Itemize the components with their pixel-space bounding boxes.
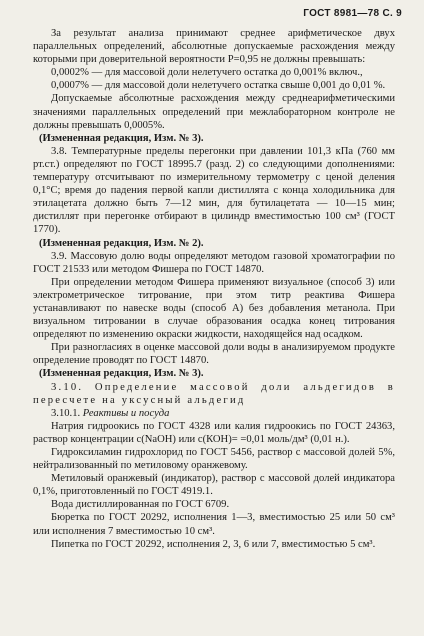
reagent-distilled-water: Вода дистиллированная по ГОСТ 6709. xyxy=(51,499,230,511)
paragraph-tolerance-2: 0,0007% — для массовой доли нелетучего остатка свыше 0,001 до 0,01 %. xyxy=(51,80,386,92)
section-3-9-water: 3.9. Массовую долю воды определяют методом газовой хроматографии по ГОСТ 21533 или методом Фишера по ГОСТ 14870. xyxy=(33,250,395,275)
document-body xyxy=(33,27,395,551)
reagents-title: Реактивы и посуда xyxy=(82,407,170,419)
section-3-10-1-reagents xyxy=(33,407,395,420)
paragraph-result-mean: За результат анализа принимают среднее арифметическое двух параллельных определений, абсолютные допускаемые расхождения между которыми при доверительной вероятности Р=0,95 не должны превышать: xyxy=(33,28,395,66)
paragraph-fischer-method: При определении методом Фишера применяют визуальное (способ 3) или электрометрическое титрование, при этом титр реактива Фишера устанавливают по навеске воды (способ А) без добавления метанола. При визуальном титровании в случае образования осадка конец титрования определяют по изменению окраски жидкости, находящейся над осадком. xyxy=(33,276,395,341)
section-number: 3.10.1. xyxy=(51,407,83,419)
paragraph-tolerance-1: 0,0002% — для массовой доли нелетучего остатка до 0,001% включ., xyxy=(51,67,363,79)
reagent-methyl-orange: Метиловый оранжевый (индикатор), раствор с массовой долей индикатора 0,1%, приготовленный по ГОСТ 4919.1. xyxy=(33,473,395,498)
equipment-pipette: Пипетка по ГОСТ 20292, исполнения 2, 3, 6 или 7, вместимостью 5 см³. xyxy=(51,538,376,550)
amendment-note-2: (Измененная редакция, Изм. № 2). xyxy=(39,237,204,249)
section-3-8-distillation: 3.8. Температурные пределы перегонки при давлении 101,3 кПа (760 мм рт.ст.) определяют по ГОСТ 18995.7 (разд. 2) со следующими дополнениями: температуру отсчитывают по измерительному термометру с ценой деления 0,1°С; время до падения первой капли дистиллята с конца холодильника для этилацетата должно быть 7—12 мин, для бутилацетата — 10—15 мин; дистиллят при перегонке отбирают в цилиндр вместимостью 100 см³ (ГОСТ 1770). xyxy=(33,145,395,236)
paragraph-interlab: Допускаемые абсолютные расхождения между среднеарифметическими значениями параллельных определений при межлабораторном контроле не должны превышать 0,0005%. xyxy=(33,93,395,131)
equipment-burette: Бюретка по ГОСТ 20292, исполнения 1—3, вместимостью 25 или 50 см³ или исполнения 7 вместимостью 10 см³. xyxy=(33,512,395,537)
reagent-sodium-hydroxide: Натрия гидроокись по ГОСТ 4328 или калия гидроокись по ГОСТ 24363, раствор концентрации с(NaOH) или с(КОН)= =0,01 моль/дм³ (0,01 н.). xyxy=(33,420,395,445)
page-header: ГОСТ 8981—78 С. 9 xyxy=(303,8,402,19)
paragraph-disagreement: При разногласиях в оценке массовой доли воды в анализируемом продукте определение проводят по ГОСТ 14870. xyxy=(33,342,395,367)
amendment-note-3a: (Измененная редакция, Изм. № 3). xyxy=(39,132,204,144)
amendment-note-3b: (Измененная редакция, Изм. № 3). xyxy=(39,368,204,380)
section-3-10-heading: 3.10. Определение массовой доли альдегидов в пересчете на уксусный альдегид xyxy=(33,381,395,406)
reagent-hydroxylamine: Гидроксиламин гидрохлорид по ГОСТ 5456, раствор с массовой долей 5%, нейтрализованный по метиловому оранжевому. xyxy=(33,447,395,472)
